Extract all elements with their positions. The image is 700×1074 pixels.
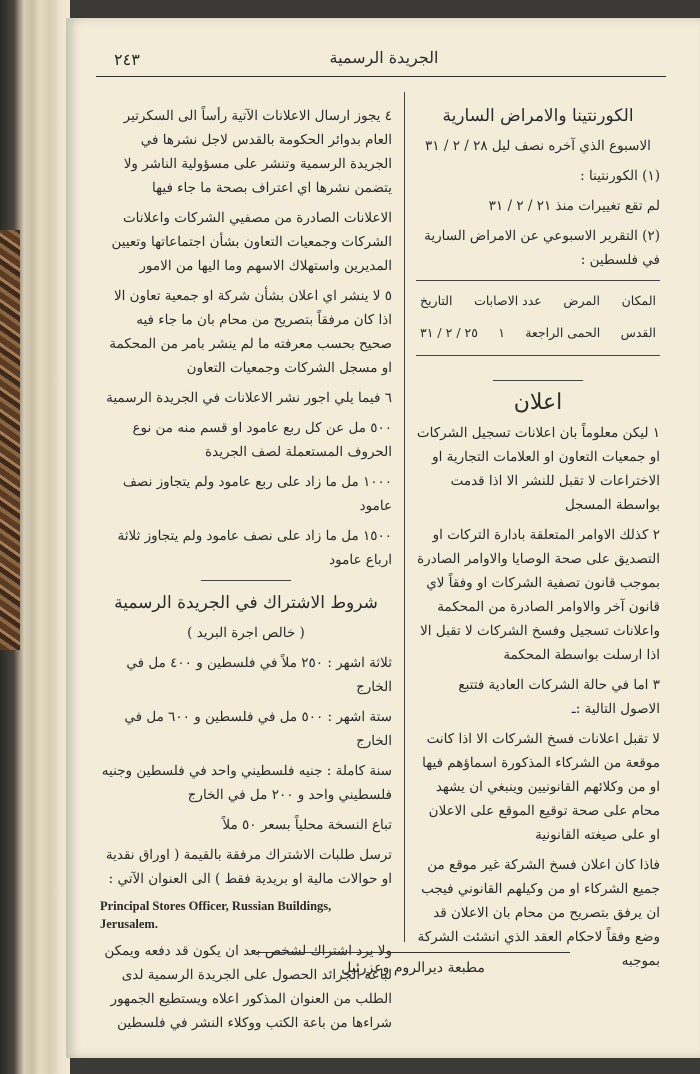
table-header-cell: المرض [563,293,600,308]
disease-table-header [416,289,660,313]
column-divider [404,92,405,942]
section-rule [201,580,291,581]
journal-title: الجريدة الرسمية [329,48,439,67]
rate-line: ١٥٠٠ مل ما زاد على نصف عامود ولم يتجاوز ثلاثة ارباع عامود [117,528,392,568]
table-cell: ١ [498,325,505,340]
table-header-cell: التاريخ [420,293,453,308]
diseases-item: (٢) التقرير الاسبوعي عن الامراض السارية في فلسطين : [424,228,660,268]
page-header [86,46,682,70]
right-column [416,104,660,979]
subscription-subtitle: ( خالص اجرة البريد ) [187,625,305,641]
subscription-line: سنة كاملة : جنيه فلسطيني واحد في فلسطين وجنيه فلسطيني واحد و ٢٠٠ مل في الخارج [101,763,392,803]
notice-paragraph: الاعلانات الصادرة من مصفيي الشركات واعلانات الشركات وجمعيات التعاون بشأن اجتماعاتها وتعيين المديرين واستهلاك الاسهم وما اليها من الامور [111,210,392,274]
rate-line: ١٠٠٠ مل ما زاد على ربع عامود ولم يتجاوز نصف عامود [122,474,392,514]
notice-paragraph: لا تقبل اعلانات فسخ الشركات الا اذا كانت موقعة من الشركاء المذكورة اسماؤهم فيها او من وكلائهم القانونيين وينبغي ان يشهد محام على صحة توقيع الموقع على الاعلان او على صيغته القانونية [422,731,660,843]
subscription-line: ثلاثة اشهر : ٢٥٠ ملاً في فلسطين و ٤٠٠ مل في الخارج [126,655,392,695]
table-header-cell: عدد الاصابات [474,293,542,308]
section-rule [493,380,583,381]
disease-table-row [416,321,660,345]
table-cell: الحمى الراجعة [525,325,601,340]
document-page [66,18,700,1058]
subscription-line: تباع النسخة محلياً بسعر ٥٠ ملاً [222,817,392,833]
table-cell: القدس [620,325,656,340]
mailing-address: Principal Stores Officer, Russian Buildings, Jerusalem. [100,899,332,931]
notice-paragraph: ٢ كذلك الاوامر المتعلقة بادارة التركات او التصديق على صحة الوصايا والاوامر الصادرة بموجب قانون تصفية الشركات او وفقاً لاي قانون آخر والاوامر الصادرة من المحكمة واعلانات تسجيل وفسخ الشركات لا تقبل الا اذا ارسلت بواسطة المحكمة [417,527,660,663]
week-subheading: الاسبوع الذي آخره نصف ليل ٢٨ / ٢ / ٣١ [425,138,651,154]
subscription-line: ستة اشهر : ٥٠٠ مل في فلسطين و ٦٠٠ مل في الخارج [124,709,392,749]
table-header-cell: المكان [621,293,656,308]
printer-name: مطبعة ديرالروم وعزرئيل [341,960,485,976]
left-column [100,104,392,1041]
marbled-edge [0,230,20,650]
quarantine-item-text: لم تقع تغييرات منذ ٢١ / ٢ / ٣١ [488,198,660,214]
notice-paragraph: فاذا كان اعلان فسخ الشركة غير موقع من جميع الشركاء او من وكيلهم القانوني فيجب ان يرفق بتصريح من محام بان الاعلان قد وضع وفقاً لاحكام العقد الذي انشئت الشركة بموجبه [417,857,660,969]
table-rule-top [416,280,660,281]
table-cell: ٢٥ / ٢ / ٣١ [420,325,478,340]
notice-paragraph: ٤ يجوز ارسال الاعلانات الآتية رأساً الى السكرتير العام بدوائر الحكومة بالقدس لاجل نشرها في الجريدة الرسمية وتنشر على مسؤولية الناشر ولا يتضمن نشرها اي اعتراف بصحة ما جاء فيها [123,108,392,196]
notice-paragraph: ٥ لا ينشر اي اعلان بشأن شركة او جمعية تعاون الا اذا كان مرفقاً بتصريح من محام بان ما جاء فيه صحيح بحسب معرفته ما لم ينشر بامر من المحكمة او مسجل الشركات وجمعيات التعاون [109,288,392,376]
subscription-title: شروط الاشتراك في الجريدة الرسمية [114,593,378,613]
notice-paragraph: ٦ فيما يلي اجور نشر الاعلانات في الجريدة الرسمية [106,390,392,406]
header-rule [96,76,666,77]
footer-rule [256,952,570,953]
notice-paragraph: ٣ اما في حالة الشركات العادية فتتبع الاصول التالية :ـ [458,677,660,717]
notice-title: اعلان [513,390,563,415]
quarantine-item: (١) الكورنتينا : [580,168,660,184]
quarantine-heading: الكورنتينا والامراض السارية [442,106,634,126]
notice-paragraph: ١ ليكن معلوماً بان اعلانات تسجيل الشركات او جمعيات التعاون او العلامات التجارية او الاختراعات لا تقبل للنشر الا اذا قدمت بواسطة المسجل [416,425,660,513]
table-rule-bottom [416,355,660,356]
page-number: ٢٤٣ [114,50,140,69]
send-instructions: ترسل طلبات الاشتراك مرفقة بالقيمة ( اوراق نقدية او حوالات مالية او بريدية فقط ) الى العنوان الآتي : [105,847,392,887]
closing-paragraph: ولا يرد اشتراك لشخص بعد ان يكون قد دفعه ويمكن لباعة الجرائد الحصول على الجريدة الرسمية لدى الطلب من العنوان المذكور اعلاه ويستطيع الجمهور شراءها من باعة الكتب ووكلاء النشر في فلسطين [104,943,392,1031]
rate-line: ٥٠٠ مل عن كل ربع عامود او قسم منه من نوع الحروف المستعملة لصف الجريدة [132,420,392,460]
